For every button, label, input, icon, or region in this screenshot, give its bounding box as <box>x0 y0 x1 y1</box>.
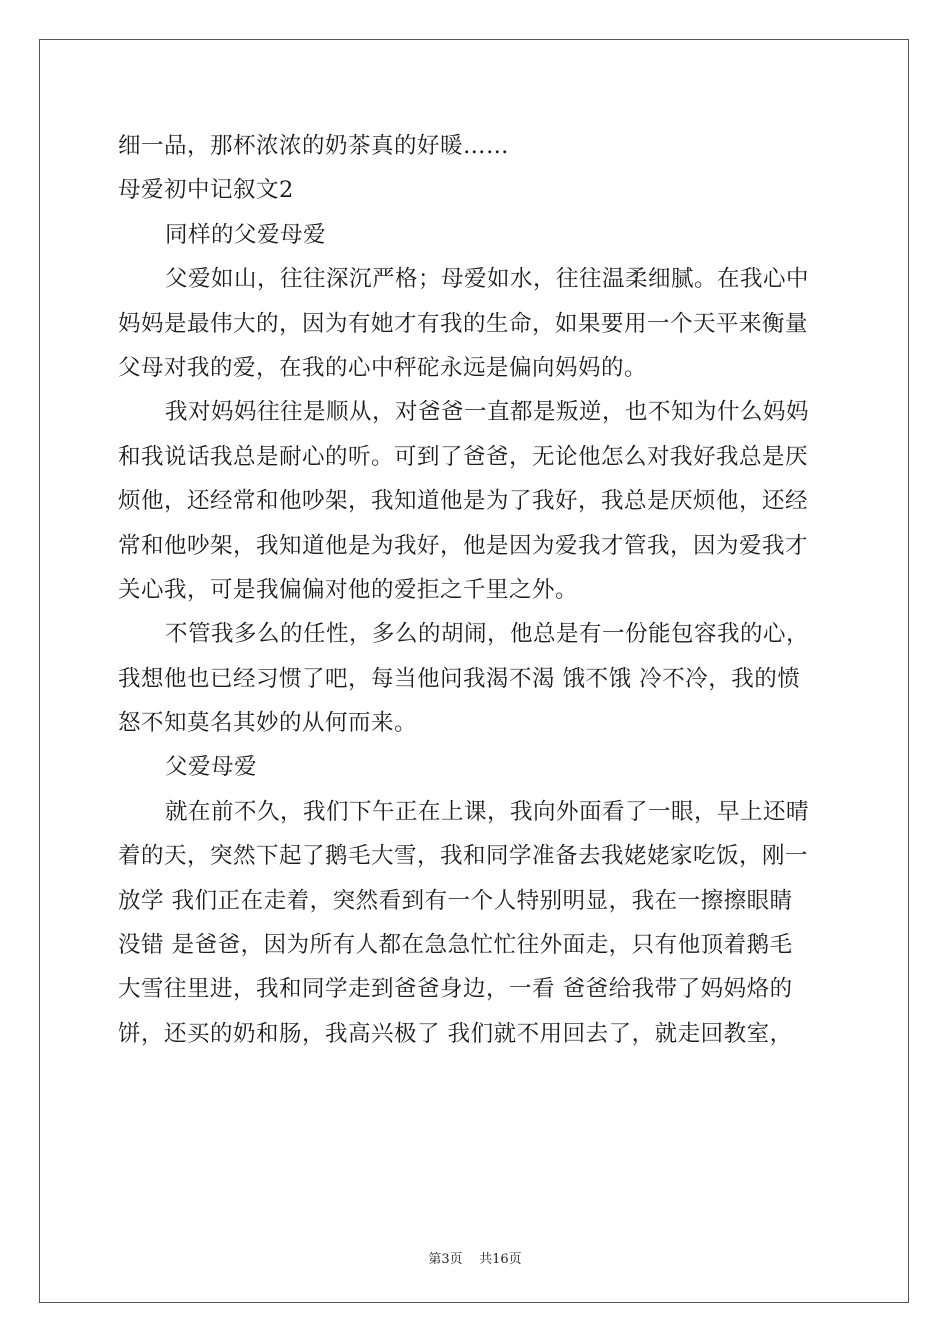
text-line: 不管我多么的任性，多么的胡闹，他总是有一份能包容我的心， <box>165 621 810 648</box>
text-line: 和我说话我总是耐心的听。可到了爸爸，无论他怎么对我好我总是厌 <box>118 443 809 470</box>
text-line: 常和他吵架，我知道他是为我好，他是因为爱我才管我，因为爱我才 <box>118 532 809 559</box>
text-line: 没错 是爸爸，因为所有人都在急急忙忙往外面走，只有他顶着鹅毛 <box>118 932 793 959</box>
page-footer <box>0 1248 950 1267</box>
text-line: 大雪往里进，我和同学走到爸爸身边，一看 爸爸给我带了妈妈烙的 <box>118 976 793 1003</box>
text-line: 关心我，可是我偏偏对他的爱拒之千里之外。 <box>118 576 579 603</box>
page-number: 第3页 <box>428 1252 463 1267</box>
text-line: 怒不知莫名其妙的从何而来。 <box>118 710 418 737</box>
text-line: 父爱如山，往往深沉严格；母爱如水，往往温柔细腻。在我心中 <box>165 266 810 293</box>
text-line: 父母对我的爱，在我的心中秤砣永远是偏向妈妈的。 <box>118 354 648 381</box>
text-line: 细一品，那杯浓浓的奶茶真的好暖…… <box>118 133 510 159</box>
section-heading: 母爱初中记叙文2 <box>118 177 294 204</box>
text-line: 我想他也已经习惯了吧，每当他问我渴不渴 饿不饿 冷不冷，我的愤 <box>118 665 801 692</box>
document-body <box>118 124 838 1056</box>
subheading: 父爱母爱 <box>165 754 258 781</box>
text-line: 着的天，突然下起了鹅毛大雪，我和同学准备去我姥姥家吃饭，刚一 <box>118 843 809 870</box>
text-line: 饼，还买的奶和肠，我高兴极了 我们就不用回去了，就走回教室， <box>118 1020 793 1047</box>
essay-title: 同样的父爱母爱 <box>165 221 327 248</box>
text-line: 妈妈是最伟大的，因为有她才有我的生命，如果要用一个天平来衡量 <box>118 310 809 337</box>
text-line: 我对妈妈往往是顺从，对爸爸一直都是叛逆，也不知为什么妈妈 <box>165 399 810 426</box>
total-pages: 共16页 <box>479 1252 522 1267</box>
text-line: 放学 我们正在走着，突然看到有一个人特别明显，我在一擦擦眼睛 <box>118 887 793 914</box>
text-line: 就在前不久，我们下午正在上课，我向外面看了一眼，早上还晴 <box>165 798 810 825</box>
text-line: 烦他，还经常和他吵架，我知道他是为了我好，我总是厌烦他，还经 <box>118 488 809 515</box>
